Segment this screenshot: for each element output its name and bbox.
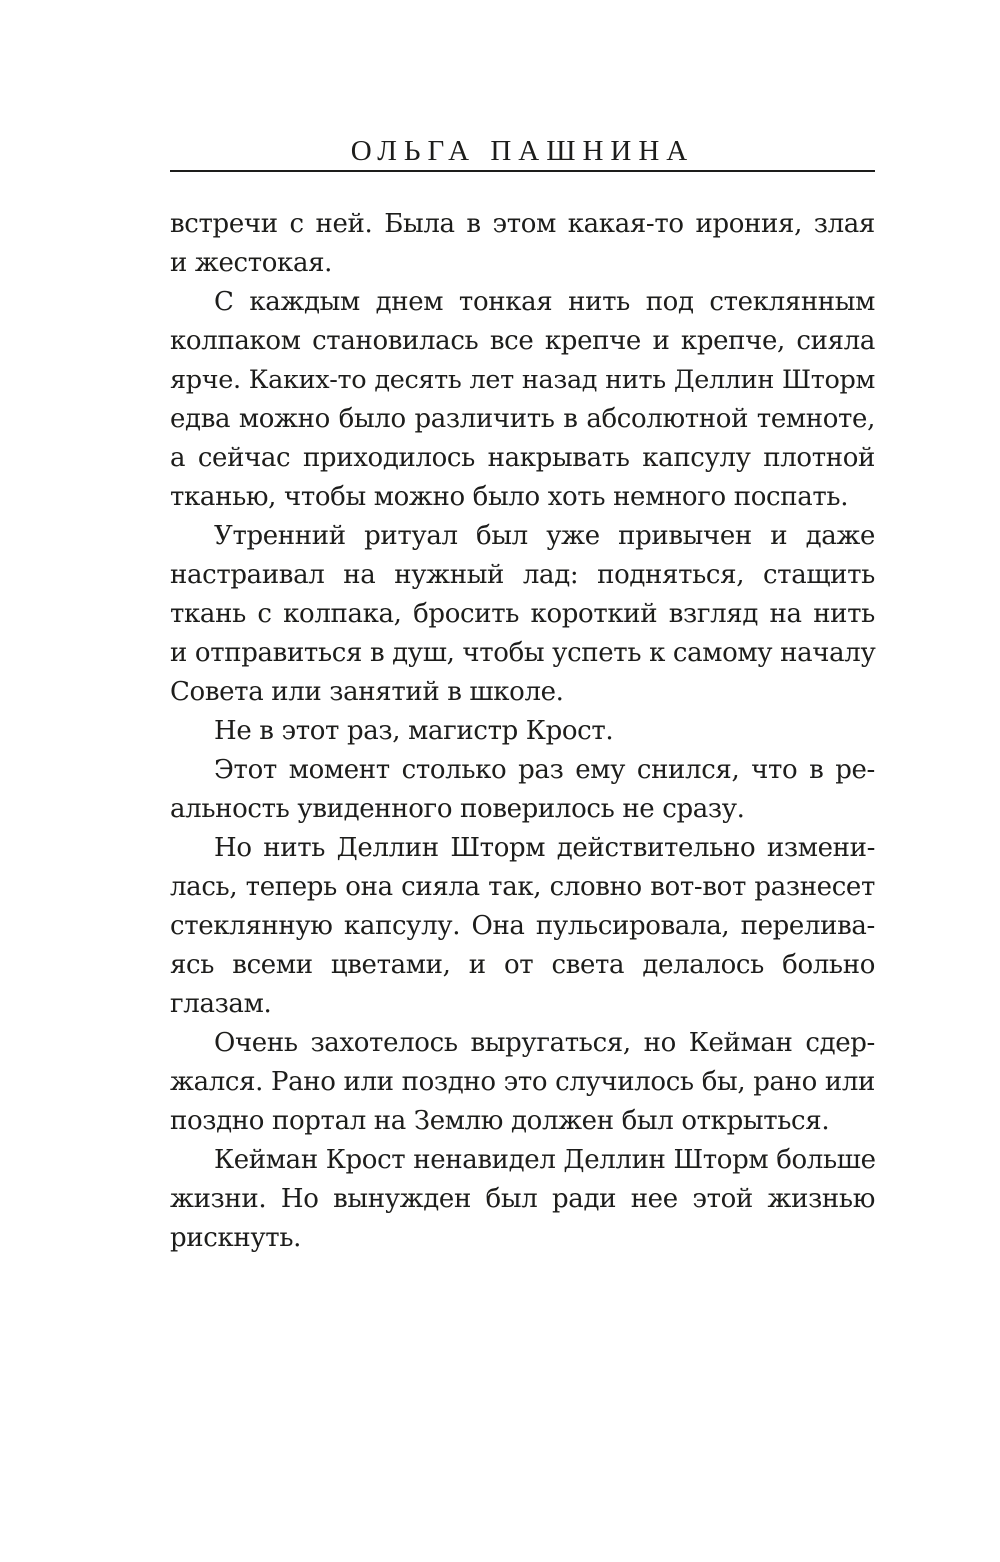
text-line: глазам.: [170, 989, 272, 1019]
text-line: и жестокая.: [170, 248, 333, 278]
text-line: а сейчас приходилось накрывать капсулу плотной: [170, 443, 875, 473]
paragraph: [170, 517, 875, 712]
text-line: едва можно было различить в абсолютной темноте,: [170, 404, 875, 434]
text-line: и отправиться в душ, чтобы успеть к самому началу: [170, 638, 876, 668]
text-line: жался. Рано или поздно это случилось бы, рано или: [170, 1067, 875, 1097]
text-line: Утренний ритуал был уже привычен и даже: [214, 521, 875, 551]
header-rule: [170, 170, 875, 172]
text-line: С каждым днем тонкая нить под стеклянным: [214, 287, 875, 317]
running-head-author: ОЛЬГА ПАШНИНА: [350, 135, 695, 167]
text-line: жизни. Но вынужден был ради нее этой жизнью: [170, 1184, 875, 1214]
text-line: настраивал на нужный лад: подняться, стащить: [170, 560, 875, 590]
text-line: ткань с колпака, бросить короткий взгляд на нить: [170, 599, 875, 629]
text-line: лась, теперь она сияла так, словно вот-вот разнесет: [170, 872, 875, 902]
text-line: поздно портал на Землю должен был открыться.: [170, 1106, 830, 1136]
text-line: Но нить Деллин Шторм действительно измени-: [214, 833, 875, 863]
text-line: Не в этот раз, магистр Крост.: [214, 716, 614, 746]
text-line: стеклянную капсулу. Она пульсировала, перелива-: [170, 911, 875, 941]
text-line: колпаком становилась все крепче и крепче, сияла: [170, 326, 875, 356]
text-line: ярче. Каких-то десять лет назад нить Деллин Шторм: [170, 365, 875, 395]
text-line: Совета или занятий в школе.: [170, 677, 564, 707]
paragraph: [170, 1141, 875, 1258]
paragraph: [170, 205, 875, 283]
text-line: встречи с ней. Была в этом какая-то ирония, злая: [170, 209, 875, 239]
text-line: Этот момент столько раз ему снился, что в ре-: [214, 755, 875, 785]
paragraph: [170, 829, 875, 1024]
text-line: рискнуть.: [170, 1223, 302, 1253]
body-text: [170, 205, 875, 1258]
text-line: Кейман Крост ненавидел Деллин Шторм больше: [214, 1145, 876, 1175]
paragraph: [170, 712, 875, 751]
text-line: тканью, чтобы можно было хоть немного поспать.: [170, 482, 849, 512]
text-line: ясь всеми цветами, и от света делалось больно: [170, 950, 875, 980]
text-line: альность увиденного поверилось не сразу.: [170, 794, 745, 824]
paragraph: [170, 751, 875, 829]
text-line: Очень захотелось выругаться, но Кейман сдер-: [214, 1028, 875, 1058]
paragraph: [170, 1024, 875, 1141]
paragraph: [170, 283, 875, 517]
